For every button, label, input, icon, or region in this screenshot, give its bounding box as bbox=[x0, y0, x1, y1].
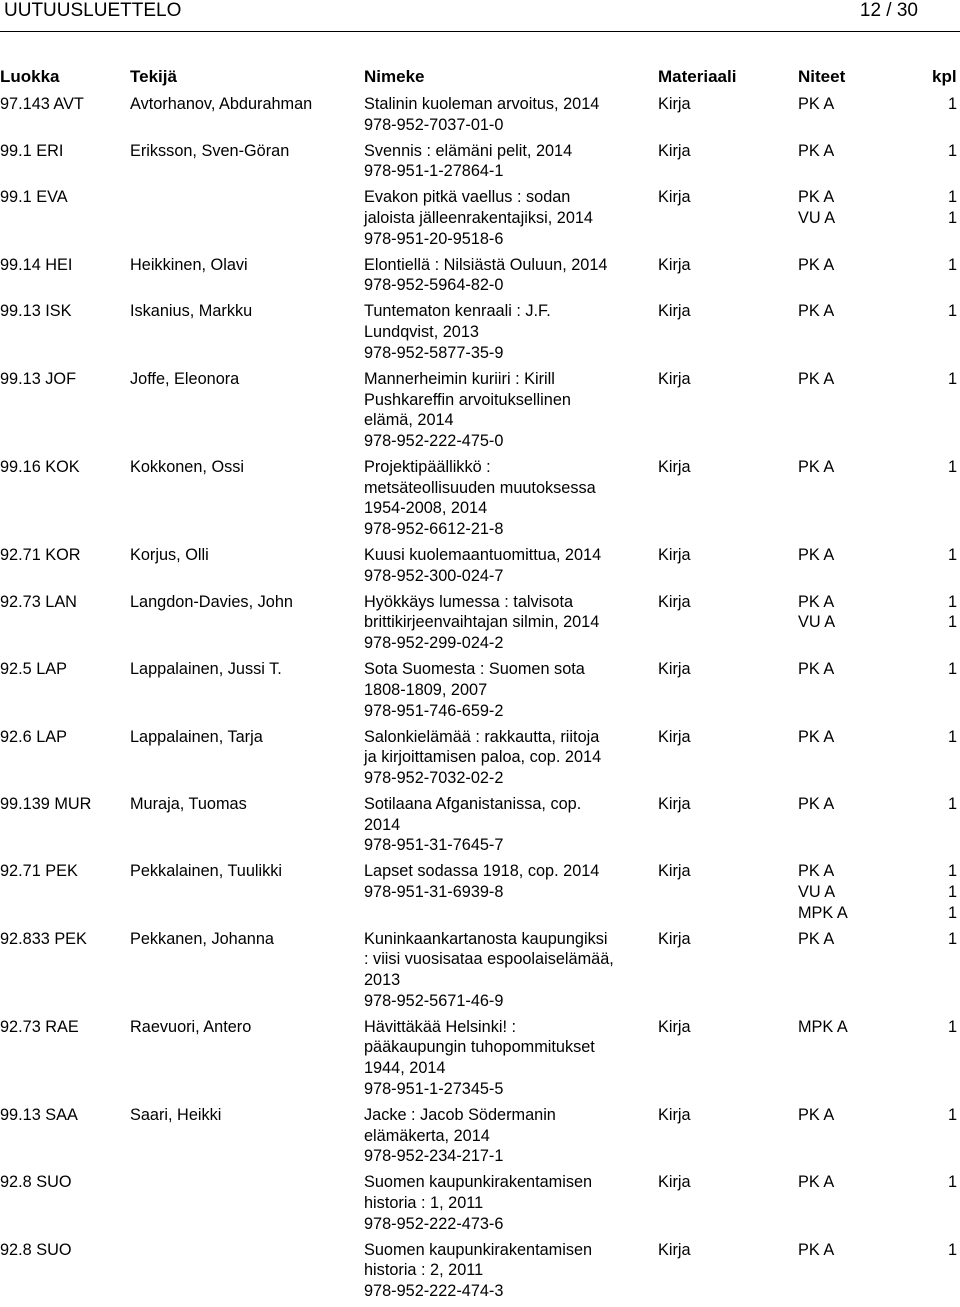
copies-count bbox=[948, 457, 957, 478]
call-number: 97.143 AVT bbox=[0, 95, 84, 113]
title bbox=[364, 141, 664, 182]
title-line: Kuusi kuolemaantuomittua, 2014 bbox=[364, 546, 602, 565]
material: Kirja bbox=[658, 95, 691, 113]
material: Kirja bbox=[658, 862, 691, 881]
copies-location bbox=[798, 592, 835, 633]
title-line: Kuninkaankartanosta kaupungiksi bbox=[364, 929, 608, 948]
title-line: 978-952-234-217-1 bbox=[364, 1147, 504, 1166]
title bbox=[364, 301, 664, 363]
copies-location-line: PK A bbox=[798, 369, 835, 388]
page-title: UUTUUSLUETTELO bbox=[4, 0, 182, 21]
list-item bbox=[0, 545, 960, 586]
title-line: 978-952-5877-35-9 bbox=[364, 343, 504, 362]
call-number: 99.1 EVA bbox=[0, 188, 68, 207]
title bbox=[364, 94, 664, 135]
title-line: historia : 2, 2011 bbox=[364, 1261, 484, 1280]
title-line: Hävittäkää Helsinki! : bbox=[364, 1017, 517, 1036]
copies-location-line: PK A bbox=[798, 794, 835, 813]
list-item bbox=[0, 1105, 960, 1167]
title bbox=[364, 187, 664, 249]
copies-count-line: 1 bbox=[948, 546, 958, 565]
copies-count-line: 1 bbox=[948, 1105, 958, 1124]
copies-count bbox=[948, 545, 957, 566]
title-line: Stalinin kuoleman arvoitus, 2014 bbox=[364, 95, 600, 113]
title-line: 978-951-746-659-2 bbox=[364, 701, 504, 720]
copies-count bbox=[948, 1105, 957, 1126]
title-line: ja kirjoittamisen paloa, cop. 2014 bbox=[364, 748, 602, 767]
call-number: 92.833 PEK bbox=[0, 929, 87, 948]
copies-location-line: PK A bbox=[798, 929, 835, 948]
title bbox=[364, 1172, 664, 1234]
copies-count bbox=[948, 929, 957, 950]
copies-location-line: MPK A bbox=[798, 1017, 848, 1036]
material: Kirja bbox=[658, 660, 691, 679]
title bbox=[364, 1105, 664, 1167]
copies-count bbox=[948, 727, 957, 748]
copies-count-line: 1 bbox=[948, 882, 958, 901]
title-line: 978-951-31-6939-8 bbox=[364, 882, 504, 901]
copies-count-line: 1 bbox=[948, 369, 958, 388]
title-line: 978-952-300-024-7 bbox=[364, 566, 504, 585]
column-headers bbox=[0, 66, 960, 88]
title bbox=[364, 929, 664, 1012]
copies-count-line: 1 bbox=[948, 302, 958, 321]
copies-location bbox=[798, 187, 835, 228]
title-line: Suomen kaupunkirakentamisen bbox=[364, 1173, 593, 1192]
column-header-kpl: kpl bbox=[932, 67, 957, 86]
title bbox=[364, 659, 664, 721]
call-number: 92.73 RAE bbox=[0, 1017, 79, 1036]
copies-count-line: 1 bbox=[948, 1017, 958, 1036]
copies-count bbox=[948, 1240, 957, 1261]
material: Kirja bbox=[658, 302, 691, 321]
list-item bbox=[0, 187, 960, 249]
copies-count bbox=[948, 659, 957, 680]
title-line: 978-952-5964-82-0 bbox=[364, 276, 504, 295]
copies-count-line: 1 bbox=[948, 660, 958, 679]
column-header-niteet: Niteet bbox=[798, 67, 846, 86]
call-number: 92.73 LAN bbox=[0, 592, 77, 611]
list-item bbox=[0, 255, 960, 296]
title bbox=[364, 592, 664, 654]
material: Kirja bbox=[658, 727, 691, 746]
copies-location-line: PK A bbox=[798, 188, 835, 207]
copies-count-line: 1 bbox=[948, 141, 958, 160]
material: Kirja bbox=[658, 188, 691, 207]
title bbox=[364, 1240, 664, 1302]
page-number: 12 / 30 bbox=[859, 0, 918, 21]
copies-location bbox=[798, 141, 834, 162]
material: Kirja bbox=[658, 592, 691, 611]
title-line: 2014 bbox=[364, 815, 401, 834]
title-line: 978-952-6612-21-8 bbox=[364, 520, 504, 539]
material: Kirja bbox=[658, 1017, 691, 1036]
title-line: Projektipäällikkö : bbox=[364, 457, 491, 476]
call-number: 92.71 PEK bbox=[0, 862, 78, 881]
list-item bbox=[0, 1017, 960, 1100]
copies-location-line: PK A bbox=[798, 592, 835, 611]
title-line: Pushkareffin arvoituksellinen bbox=[364, 390, 571, 409]
copies-count-line: 1 bbox=[948, 457, 958, 476]
list-item bbox=[0, 861, 960, 923]
copies-location-line: VU A bbox=[798, 613, 836, 632]
title-line: 978-952-222-473-6 bbox=[364, 1214, 504, 1233]
call-number: 92.8 SUO bbox=[0, 1240, 72, 1259]
copies-count-line: 1 bbox=[948, 255, 958, 274]
author: Kokkonen, Ossi bbox=[130, 457, 245, 476]
author: Heikkinen, Olavi bbox=[130, 255, 248, 274]
title-line: Lundqvist, 2013 bbox=[364, 323, 479, 342]
copies-location bbox=[798, 794, 834, 815]
title bbox=[364, 369, 664, 452]
title-line: pääkaupungin tuhopommitukset bbox=[364, 1038, 595, 1057]
copies-location bbox=[798, 255, 834, 276]
copies-count bbox=[948, 1172, 957, 1193]
copies-location-line: PK A bbox=[798, 1105, 835, 1124]
title-line: 978-951-31-7645-7 bbox=[364, 836, 504, 855]
material: Kirja bbox=[658, 255, 691, 274]
title-line: elämä, 2014 bbox=[364, 411, 454, 430]
call-number: 92.71 KOR bbox=[0, 546, 81, 565]
copies-location bbox=[798, 659, 834, 680]
copies-location-line: PK A bbox=[798, 660, 835, 679]
call-number: 99.13 JOF bbox=[0, 369, 77, 388]
copies-count-line: 1 bbox=[948, 727, 958, 746]
copies-count bbox=[948, 301, 957, 322]
copies-count-line: 1 bbox=[948, 95, 958, 113]
catalog-list bbox=[0, 94, 960, 1307]
author: Muraja, Tuomas bbox=[130, 794, 247, 813]
call-number: 99.13 ISK bbox=[0, 302, 72, 321]
title-line: jaloista jälleenrakentajiksi, 2014 bbox=[364, 209, 593, 228]
list-item bbox=[0, 1172, 960, 1234]
material: Kirja bbox=[658, 369, 691, 388]
copies-location-line: PK A bbox=[798, 95, 835, 113]
column-header-nimeke: Nimeke bbox=[364, 67, 425, 86]
copies-count-line: 1 bbox=[948, 903, 958, 922]
title-line: Suomen kaupunkirakentamisen bbox=[364, 1240, 593, 1259]
copies-count bbox=[948, 592, 957, 633]
title-line: 978-952-299-024-2 bbox=[364, 634, 504, 653]
title-line: Svennis : elämäni pelit, 2014 bbox=[364, 141, 573, 160]
list-item bbox=[0, 794, 960, 856]
title-line: 2013 bbox=[364, 971, 401, 990]
copies-location-line: MPK A bbox=[798, 903, 848, 922]
material: Kirja bbox=[658, 929, 691, 948]
title-line: 978-951-20-9518-6 bbox=[364, 229, 504, 248]
material: Kirja bbox=[658, 1240, 691, 1259]
list-item bbox=[0, 94, 960, 135]
author: Saari, Heikki bbox=[130, 1105, 222, 1124]
title-line: metsäteollisuuden muutoksessa bbox=[364, 478, 596, 497]
title-line: Hyökkäys lumessa : talvisota bbox=[364, 592, 574, 611]
call-number: 92.5 LAP bbox=[0, 660, 67, 679]
copies-count-line: 1 bbox=[948, 862, 958, 881]
title bbox=[364, 545, 664, 586]
title bbox=[364, 794, 664, 856]
copies-location bbox=[798, 301, 834, 322]
author: Avtorhanov, Abdurahman bbox=[130, 95, 313, 113]
title-line: elämäkerta, 2014 bbox=[364, 1126, 490, 1145]
call-number: 99.1 ERI bbox=[0, 141, 64, 160]
copies-location bbox=[798, 369, 834, 390]
copies-count bbox=[948, 187, 957, 228]
author: Lappalainen, Jussi T. bbox=[130, 660, 282, 679]
copies-count bbox=[948, 94, 957, 115]
author: Raevuori, Antero bbox=[130, 1017, 252, 1036]
list-item bbox=[0, 369, 960, 452]
call-number: 99.139 MUR bbox=[0, 794, 92, 813]
copies-location bbox=[798, 861, 848, 923]
title-line: Salonkielämää : rakkautta, riitoja bbox=[364, 727, 600, 746]
title bbox=[364, 457, 664, 540]
copies-count bbox=[948, 861, 957, 923]
title-line: brittikirjeenvaihtajan silmin, 2014 bbox=[364, 613, 600, 632]
material: Kirja bbox=[658, 457, 691, 476]
copies-count-line: 1 bbox=[948, 929, 958, 948]
copies-location-line: PK A bbox=[798, 1240, 835, 1259]
title-line: Evakon pitkä vaellus : sodan bbox=[364, 188, 571, 207]
title-line: Elontiellä : Nilsiästä Ouluun, 2014 bbox=[364, 255, 608, 274]
title bbox=[364, 861, 664, 902]
title-line: Sotilaana Afganistanissa, cop. bbox=[364, 794, 582, 813]
copies-count-line: 1 bbox=[948, 794, 958, 813]
title-line: historia : 1, 2011 bbox=[364, 1193, 484, 1212]
author: Langdon-Davies, John bbox=[130, 592, 293, 611]
title-line: Lapset sodassa 1918, cop. 2014 bbox=[364, 862, 600, 881]
title-line: Tuntematon kenraali : J.F. bbox=[364, 302, 551, 321]
title-line: 978-952-7032-02-2 bbox=[364, 768, 504, 787]
author: Eriksson, Sven-Göran bbox=[130, 141, 290, 160]
material: Kirja bbox=[658, 141, 691, 160]
copies-count-line: 1 bbox=[948, 1173, 958, 1192]
call-number: 99.13 SAA bbox=[0, 1105, 78, 1124]
title-line: 978-951-1-27864-1 bbox=[364, 162, 504, 181]
author: Pekkalainen, Tuulikki bbox=[130, 862, 283, 881]
author: Korjus, Olli bbox=[130, 546, 209, 565]
copies-location-line: VU A bbox=[798, 882, 836, 901]
list-item bbox=[0, 1240, 960, 1302]
list-item bbox=[0, 929, 960, 1012]
material: Kirja bbox=[658, 1173, 691, 1192]
copies-count-line: 1 bbox=[948, 613, 958, 632]
copies-location bbox=[798, 1240, 834, 1261]
copies-count bbox=[948, 255, 957, 276]
list-item bbox=[0, 457, 960, 540]
copies-location-line: PK A bbox=[798, 457, 835, 476]
copies-location-line: PK A bbox=[798, 1173, 835, 1192]
list-item bbox=[0, 727, 960, 789]
copies-count-line: 1 bbox=[948, 1240, 958, 1259]
title-line: 978-951-1-27345-5 bbox=[364, 1079, 504, 1098]
copies-location-line: PK A bbox=[798, 255, 835, 274]
title-line: Jacke : Jacob Södermanin bbox=[364, 1105, 556, 1124]
copies-count-line: 1 bbox=[948, 188, 958, 207]
author: Pekkanen, Johanna bbox=[130, 929, 274, 948]
title-line: : viisi vuosisataa espoolaiselämää, bbox=[364, 950, 614, 969]
column-header-luokka: Luokka bbox=[0, 67, 60, 86]
material: Kirja bbox=[658, 794, 691, 813]
copies-location-line: PK A bbox=[798, 546, 835, 565]
copies-location-line: PK A bbox=[798, 862, 835, 881]
copies-location-line: PK A bbox=[798, 141, 835, 160]
copies-count-line: 1 bbox=[948, 209, 958, 228]
title-line: 978-952-5671-46-9 bbox=[364, 991, 504, 1010]
title-line: 1944, 2014 bbox=[364, 1059, 446, 1078]
column-header-materiaali: Materiaali bbox=[658, 67, 737, 86]
title-line: 978-952-222-474-3 bbox=[364, 1282, 504, 1301]
list-item bbox=[0, 592, 960, 654]
title-line: 978-952-222-475-0 bbox=[364, 431, 504, 450]
call-number: 92.6 LAP bbox=[0, 727, 67, 746]
copies-count bbox=[948, 141, 957, 162]
title-line: Mannerheimin kuriiri : Kirill bbox=[364, 369, 555, 388]
copies-location bbox=[798, 1105, 834, 1126]
author: Lappalainen, Tarja bbox=[130, 727, 263, 746]
copies-location bbox=[798, 1017, 848, 1038]
title bbox=[364, 255, 664, 296]
copies-location bbox=[798, 1172, 834, 1193]
copies-count bbox=[948, 794, 957, 815]
copies-location bbox=[798, 545, 834, 566]
copies-count-line: 1 bbox=[948, 592, 958, 611]
call-number: 99.16 KOK bbox=[0, 457, 80, 476]
material: Kirja bbox=[658, 546, 691, 565]
material: Kirja bbox=[658, 1105, 691, 1124]
author: Joffe, Eleonora bbox=[130, 369, 240, 388]
copies-location bbox=[798, 929, 834, 950]
call-number: 92.8 SUO bbox=[0, 1173, 72, 1192]
title-line: 1808-1809, 2007 bbox=[364, 680, 488, 699]
copies-location-line: PK A bbox=[798, 302, 835, 321]
list-item bbox=[0, 659, 960, 721]
column-header-tekija: Tekijä bbox=[130, 67, 177, 86]
title-line: Sota Suomesta : Suomen sota bbox=[364, 660, 585, 679]
copies-location bbox=[798, 727, 834, 748]
title bbox=[364, 1017, 664, 1100]
copies-location bbox=[798, 94, 834, 115]
title-line: 1954-2008, 2014 bbox=[364, 499, 488, 518]
list-item bbox=[0, 301, 960, 363]
list-item bbox=[0, 141, 960, 182]
copies-location bbox=[798, 457, 834, 478]
title-line: 978-952-7037-01-0 bbox=[364, 115, 504, 134]
copies-location-line: VU A bbox=[798, 209, 836, 228]
title bbox=[364, 727, 664, 789]
copies-count bbox=[948, 369, 957, 390]
call-number: 99.14 HEI bbox=[0, 255, 73, 274]
author: Iskanius, Markku bbox=[130, 302, 253, 321]
copies-count bbox=[948, 1017, 957, 1038]
copies-location-line: PK A bbox=[798, 727, 835, 746]
header-divider bbox=[0, 31, 960, 32]
